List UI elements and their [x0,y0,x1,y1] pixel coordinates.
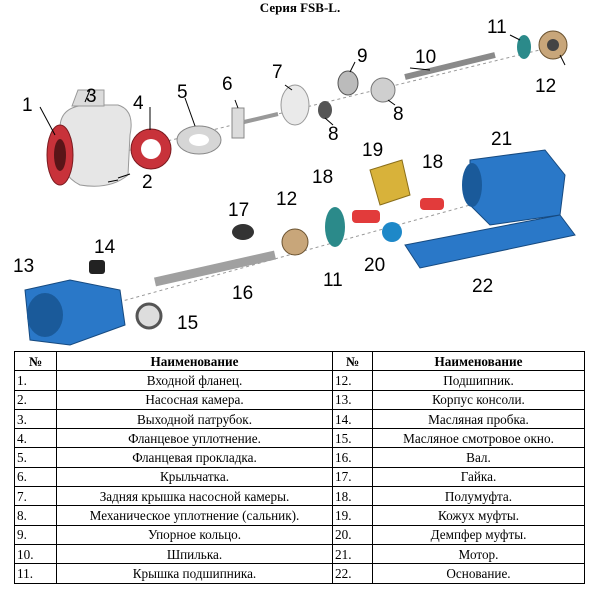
callout-11a: 11 [487,17,507,38]
motor-part [462,150,565,225]
item-name: Гайка. [373,467,585,486]
header-number: № [333,352,373,371]
oil-sight-glass-part [137,304,161,328]
callout-21: 21 [491,129,513,150]
callout-22: 22 [472,276,494,297]
item-number: 19. [333,506,373,525]
callout-11b: 11 [323,270,343,291]
item-name: Шпилька. [57,544,333,563]
header-number: № [15,352,57,371]
item-name: Фланцевое уплотнение. [57,429,333,448]
callout-13: 13 [13,256,35,277]
callout-8b: 8 [393,104,404,125]
callout-4: 4 [133,93,144,114]
bracket-housing-part [25,280,125,345]
callout-16: 16 [232,283,254,304]
item-number: 4. [15,429,57,448]
callout-14: 14 [94,237,116,258]
item-number: 8. [15,506,57,525]
header-name: Наименование [373,352,585,371]
item-name: Фланцевая прокладка. [57,448,333,467]
item-name: Полумуфта. [373,487,585,506]
item-number: 18. [333,487,373,506]
item-name: Мотор. [373,544,585,563]
callout-15: 15 [177,313,199,334]
item-name: Подшипник. [373,371,585,390]
callout-10: 10 [415,47,437,68]
table-row [15,371,585,390]
item-number: 12. [333,371,373,390]
callout-5: 5 [177,82,188,103]
coupling-damper-part [382,222,402,242]
impeller-part [232,108,278,138]
callout-6: 6 [222,74,233,95]
item-name: Основание. [373,564,585,583]
table-row [15,390,585,409]
callout-3: 3 [86,86,97,107]
callout-18a: 18 [312,167,334,188]
item-number: 5. [15,448,57,467]
callout-9: 9 [357,46,368,67]
item-name: Упорное кольцо. [57,525,333,544]
page-title: Серия FSB-L. [259,0,341,15]
table-row [15,564,585,583]
item-number: 15. [333,429,373,448]
table-row [15,467,585,486]
item-name: Корпус консоли. [373,390,585,409]
coupling-guard-part [370,160,410,205]
item-name: Выходной патрубок. [57,409,333,428]
item-name: Крышка подшипника. [57,564,333,583]
item-name: Насосная камера. [57,390,333,409]
oil-plug-part [89,260,105,274]
callout-8a: 8 [328,124,339,145]
callout-19: 19 [362,140,384,161]
item-number: 11. [15,564,57,583]
item-number: 21. [333,544,373,563]
table-row [15,429,585,448]
back-cover-part [281,85,309,125]
callout-12b: 12 [276,189,298,210]
table-row [15,409,585,428]
table-row [15,448,585,467]
callout-20: 20 [364,255,386,276]
nut-part [232,224,254,240]
header-name: Наименование [57,352,333,371]
table-row [15,544,585,563]
table-row [15,525,585,544]
shaft-part [155,255,275,282]
flange-gasket-part [177,126,221,154]
item-number: 20. [333,525,373,544]
item-name: Масляная пробка. [373,409,585,428]
item-name: Крыльчатка. [57,467,333,486]
coupling-half-part [352,198,444,223]
callout-12a: 12 [535,76,557,97]
parts-table [14,351,585,584]
item-number: 17. [333,467,373,486]
callout-7: 7 [272,62,283,83]
item-name: Масляное смотровое окно. [373,429,585,448]
table-row [15,487,585,506]
callout-17: 17 [228,200,250,221]
item-number: 2. [15,390,57,409]
table-row [15,506,585,525]
item-number: 6. [15,467,57,486]
item-name: Задняя крышка насосной камеры. [57,487,333,506]
callout-2: 2 [142,172,153,193]
item-number: 10. [15,544,57,563]
item-name: Демпфер муфты. [373,525,585,544]
item-number: 13. [333,390,373,409]
item-number: 22. [333,564,373,583]
item-number: 7. [15,487,57,506]
item-number: 3. [15,409,57,428]
item-number: 16. [333,448,373,467]
item-name: Вал. [373,448,585,467]
table-header-row [15,352,585,371]
callout-1: 1 [22,95,33,116]
item-name: Входной фланец. [57,371,333,390]
callout-18b: 18 [422,152,444,173]
flange-seal-part [131,129,171,169]
exploded-view-diagram [0,10,600,350]
thrust-ring-part [338,71,358,95]
item-name: Кожух муфты. [373,506,585,525]
item-number: 9. [15,525,57,544]
item-name: Механическое уплотнение (сальник). [57,506,333,525]
item-number: 1. [15,371,57,390]
item-number: 14. [333,409,373,428]
